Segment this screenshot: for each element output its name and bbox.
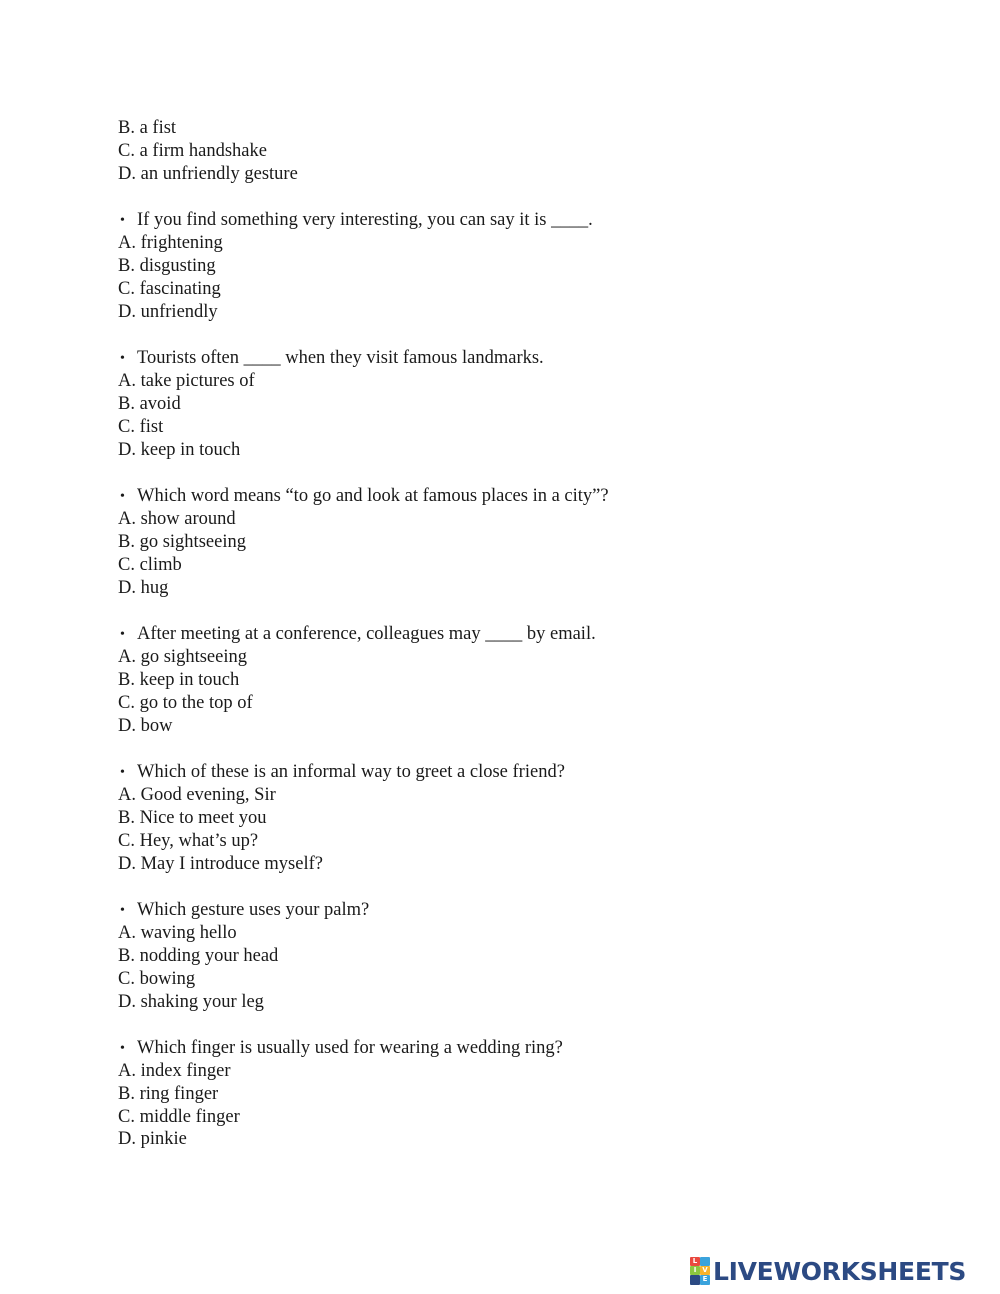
question-block — [118, 623, 938, 737]
question-stem — [118, 761, 938, 784]
question-text: Which gesture uses your palm? — [137, 900, 370, 921]
answer-option: C. middle finger — [118, 1106, 240, 1127]
question-block — [118, 899, 938, 1013]
answer-option: C. bowing — [118, 968, 196, 989]
answer-option: D. hug — [118, 577, 169, 598]
question-gap — [118, 185, 938, 209]
answer-option: A. index finger — [118, 1061, 231, 1082]
logo-mark-icon: L I V E — [690, 1257, 710, 1285]
answer-option: B. Nice to meet you — [118, 807, 267, 828]
answer-option: A. Good evening, Sir — [118, 785, 276, 806]
carryover-options — [118, 117, 938, 185]
bullet-icon: • — [120, 213, 125, 229]
answer-option: B. nodding your head — [118, 945, 279, 966]
question-text: Which of these is an informal way to greet a close friend? — [137, 762, 565, 783]
answer-option: C. go to the top of — [118, 692, 253, 713]
question-text: Tourists often ____ when they visit famous landmarks. — [137, 348, 544, 369]
answer-option: A. frightening — [118, 233, 223, 254]
answer-option: A. take pictures of — [118, 371, 255, 392]
answer-option: D. shaking your leg — [118, 991, 264, 1012]
answer-option: C. fascinating — [118, 278, 221, 299]
question-text: Which word means “to go and look at famous places in a city”? — [137, 486, 609, 507]
question-stem — [118, 623, 938, 646]
answer-option: A. go sightseeing — [118, 647, 247, 668]
answer-option: D. unfriendly — [118, 301, 218, 322]
option: B. a fist — [118, 118, 177, 138]
question-block — [118, 761, 938, 875]
question-stem — [118, 485, 938, 508]
question-gap — [118, 599, 938, 623]
question-gap — [118, 323, 938, 347]
question-stem — [118, 209, 938, 232]
bullet-icon: • — [120, 627, 125, 643]
answer-option: A. waving hello — [118, 923, 237, 944]
answer-option: D. pinkie — [118, 1129, 187, 1150]
bullet-icon: • — [120, 489, 125, 505]
bullet-icon: • — [120, 765, 125, 781]
bullet-icon: • — [120, 351, 125, 367]
answer-option: C. Hey, what’s up? — [118, 830, 259, 851]
question-block — [118, 347, 938, 461]
question-gap — [118, 461, 938, 485]
question-gap — [118, 1013, 938, 1037]
answer-option: C. fist — [118, 416, 164, 437]
answer-option: A. show around — [118, 509, 236, 530]
worksheet-page — [118, 117, 938, 1151]
answer-option: B. ring finger — [118, 1083, 219, 1104]
answer-option: D. bow — [118, 715, 173, 736]
question-block — [118, 1037, 938, 1151]
question-block — [118, 485, 938, 599]
answer-option: D. May I introduce myself? — [118, 853, 323, 874]
question-stem — [118, 899, 938, 922]
bullet-icon: • — [120, 1041, 125, 1057]
question-text: If you find something very interesting, you can say it is ____. — [137, 210, 593, 231]
answer-option: B. go sightseeing — [118, 531, 246, 552]
question-block — [118, 209, 938, 323]
liveworksheets-logo — [690, 1254, 966, 1288]
answer-option: D. keep in touch — [118, 439, 241, 460]
question-list — [118, 185, 938, 1151]
bullet-icon: • — [120, 903, 125, 919]
question-text: Which finger is usually used for wearing a wedding ring? — [137, 1038, 563, 1059]
question-gap — [118, 875, 938, 899]
option: C. a firm handshake — [118, 140, 267, 161]
question-gap — [118, 737, 938, 761]
option: D. an unfriendly gesture — [118, 163, 298, 184]
answer-option: B. avoid — [118, 393, 181, 414]
question-text: After meeting at a conference, colleagues may ____ by email. — [137, 624, 596, 645]
answer-option: B. keep in touch — [118, 669, 240, 690]
question-stem — [118, 1037, 938, 1060]
question-stem — [118, 347, 938, 370]
answer-option: B. disgusting — [118, 255, 216, 276]
logo-text: LIVEWORKSHEETS — [713, 1256, 967, 1286]
answer-option: C. climb — [118, 554, 182, 575]
